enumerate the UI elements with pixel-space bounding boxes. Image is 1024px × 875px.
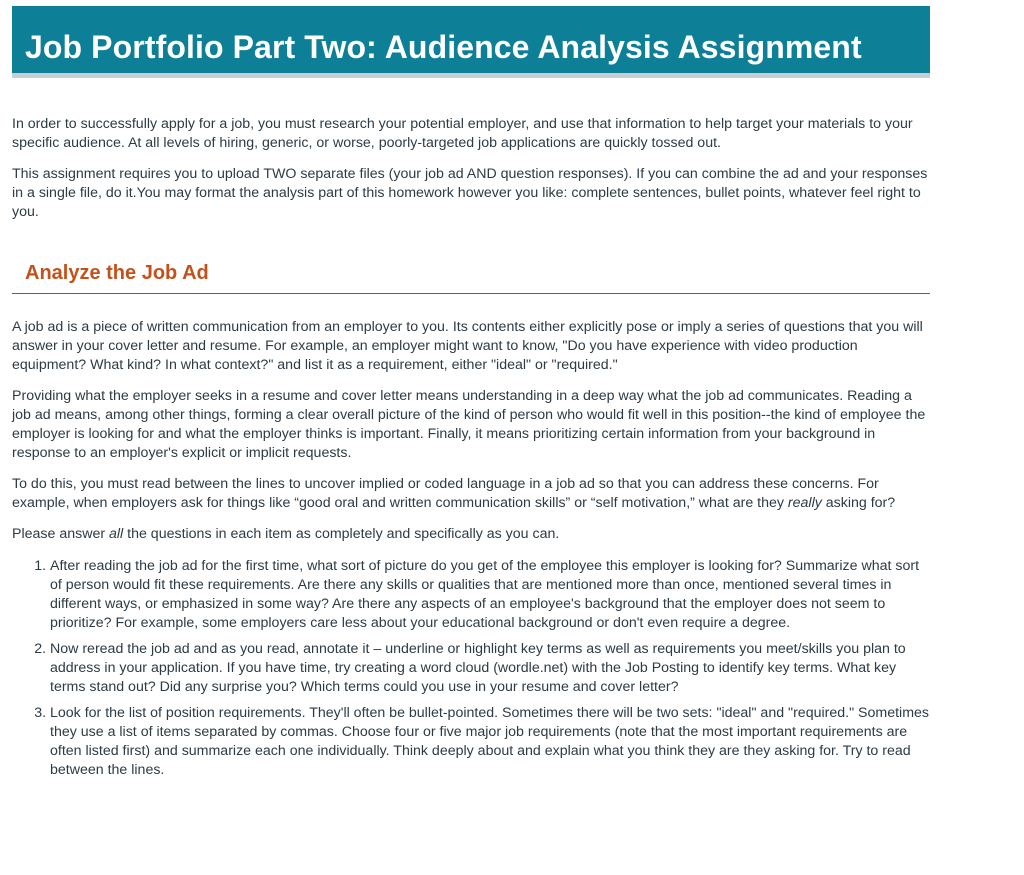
paragraph-3-text-end: asking for? [821, 495, 896, 511]
paragraph-3-emphasis: really [787, 495, 822, 511]
assignment-content [12, 6, 930, 787]
title-banner [12, 6, 930, 78]
page-title: Job Portfolio Part Two: Audience Analysis Assignment [25, 29, 862, 65]
section-heading: Analyze the Job Ad [25, 262, 209, 284]
paragraph-4-emphasis: all [109, 526, 124, 542]
section-heading-block [12, 261, 930, 294]
question-item-3: 3. Look for the list of position requirements. They'll often be bullet-pointed. Sometimes there will be two sets: "ideal" and "required." Sometimes they use a list of items separated by commas. Choose four or five major job requirements (note that the most important requirements are often listed first) and summarize each one individually. Think deeply about and explain what you think they are they asking for. Try to read between the lines. [50, 704, 930, 780]
section-paragraph-1: A job ad is a piece of written communication from an employer to you. Its contents either explicitly pose or imply a series of questions that you will answer in your cover letter and resume. For example, an employer might want to know, "Do you have experience with video production equipment? What kind? In what context?" and list it as a requirement, either "ideal" or "required." [12, 319, 923, 373]
question-item-2: 2. Now reread the job ad and as you read, annotate it – underline or highlight key terms as well as requirements you meet/skills you plan to address in your application. If you have time, try creating a word cloud (wordle.net) with the Job Posting to identify key terms. What key terms stand out? Did any surprise you? Which terms could you use in your resume and cover letter? [50, 640, 930, 697]
intro-paragraph-1: In order to successfully apply for a job, you must research your potential employer, and use that information to help target your materials to your specific audience. At all levels of hiring, generic, or worse, poorly-targeted job applications are quickly tossed out. [12, 116, 913, 151]
paragraph-3-text-start: To do this, you must read between the lines to uncover implied or coded language in a job ad so that you can address these concerns. For example, when employers ask for things like “good oral and written communication skills” or “self motivation,” what are they [12, 476, 879, 511]
section-paragraph-3 [12, 475, 930, 513]
questions-list [12, 557, 930, 780]
paragraph-4-text-start: Please answer [12, 526, 109, 542]
paragraph-4-text-end: the questions in each item as completely and specifically as you can. [123, 526, 560, 542]
section-paragraph-4 [12, 525, 930, 544]
intro-paragraph-2: This assignment requires you to upload TWO separate files (your job ad AND question responses). If you can combine the ad and your responses in a single file, do it.You may format the analysis part of this homework however you like: complete sentences, bullet points, whatever feel right to you. [12, 166, 928, 220]
question-item-1: 1. After reading the job ad for the first time, what sort of picture do you get of the employee this employer is looking for? Summarize what sort of person would fit these requirements. Are there any skills or qualities that are mentioned more than once, mentioned several times in different ways, or emphasized in some way? Are there any aspects of an employee's background that the employer does not seem to prioritize? For example, some employers care less about your educational background or don't even require a degree. [50, 557, 930, 633]
section-paragraph-2: Providing what the employer seeks in a resume and cover letter means understanding in a deep way what the job ad communicates. Reading a job ad means, among other things, forming a clear overall picture of the kind of person who would fit well in this position--the kind of employee the employer is looking for and what the employer thinks is important. Finally, it means prioritizing certain information from your background in response to an employer's explicit or implicit requests. [12, 388, 926, 461]
